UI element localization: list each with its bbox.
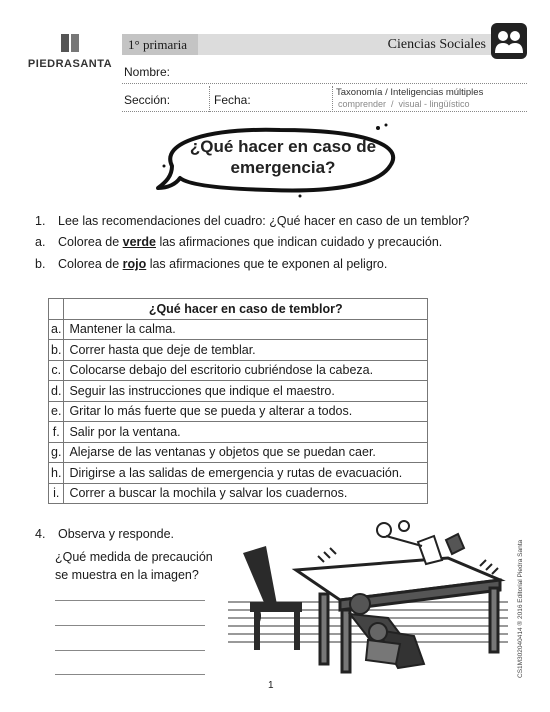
row-letter: g. — [49, 442, 64, 463]
grade-label: 1° primaria — [122, 34, 198, 55]
instruction-1 — [35, 214, 515, 230]
instruction-text — [58, 257, 387, 271]
name-label: Nombre: — [124, 65, 171, 79]
row-text[interactable]: Correr a buscar la mochila y salvar los cuadernos. — [64, 483, 428, 504]
instruction-b — [35, 257, 515, 273]
copyright-vertical — [517, 539, 531, 678]
row-text[interactable]: Alejarse de las ventanas y objetos que se puedan caer. — [64, 442, 428, 463]
name-line[interactable] — [122, 83, 527, 84]
logo-text: PIEDRASANTA — [27, 58, 113, 70]
answer-line[interactable] — [55, 625, 205, 626]
row-letter: a. — [49, 319, 64, 340]
row-letter: c. — [49, 360, 64, 381]
text-pre: Colorea de — [58, 257, 123, 271]
row-letter: h. — [49, 463, 64, 484]
instruction-text — [58, 235, 442, 249]
answer-line[interactable] — [55, 650, 205, 651]
table-header-row — [49, 299, 428, 320]
prompt-line-2: se muestra en la imagen? — [55, 568, 199, 582]
question-4 — [35, 527, 235, 543]
group-people-icon — [491, 23, 527, 59]
color-word: verde — [122, 235, 156, 249]
instruction-letter: b. — [35, 257, 46, 271]
taxonomy-values: comprender / visual - lingüístico — [338, 99, 470, 109]
question-4-prompt — [55, 548, 213, 584]
earthquake-illustration — [228, 518, 513, 678]
book-logo-icon — [59, 32, 81, 54]
subject-label: Ciencias Sociales — [387, 37, 486, 52]
row-text[interactable]: Dirigirse a las salidas de emergencia y rutas de evacuación. — [64, 463, 428, 484]
row-text[interactable]: Correr hasta que deje de temblar. — [64, 340, 428, 361]
instruction-a — [35, 235, 515, 251]
section-line — [122, 111, 527, 112]
row-text[interactable]: Gritar lo más fuerte que se pueda y alterar a todos. — [64, 401, 428, 422]
answer-line[interactable] — [55, 674, 205, 675]
row-letter: f. — [49, 422, 64, 443]
taxonomy-label: Taxonomía / Inteligencias múltiples — [336, 87, 484, 98]
text-pre: Colorea de — [58, 235, 123, 249]
row-letter: e. — [49, 401, 64, 422]
copyright-text: CS1M302040414 ® 2016 Editorial Piedra Santa — [517, 539, 524, 678]
table-row[interactable] — [49, 401, 428, 422]
color-word: rojo — [122, 257, 147, 271]
question-number: 4. — [35, 527, 46, 541]
table-row[interactable] — [49, 422, 428, 443]
text-post: las afirmaciones que indican cuidado y precaución. — [155, 235, 443, 249]
table-row[interactable] — [49, 360, 428, 381]
instruction-text: Lee las recomendaciones del cuadro: ¿Qué hacer en caso de un temblor? — [58, 214, 470, 228]
page-number: 1 — [268, 680, 274, 691]
question-title: Observa y responde. — [58, 527, 175, 541]
header-bar — [122, 34, 496, 55]
text-post: las afirmaciones que te exponen al peligro. — [146, 257, 388, 271]
row-letter: d. — [49, 381, 64, 402]
instruction-number: 1. — [35, 214, 46, 228]
table-row[interactable] — [49, 442, 428, 463]
table-row[interactable] — [49, 319, 428, 340]
answer-line[interactable] — [55, 600, 205, 601]
earthquake-table — [48, 298, 428, 504]
date-label: Fecha: — [214, 93, 251, 107]
prompt-line-1: ¿Qué medida de precaución — [55, 550, 213, 564]
instruction-letter: a. — [35, 235, 46, 249]
row-text[interactable]: Seguir las instrucciones que indique el maestro. — [64, 381, 428, 402]
divider — [332, 86, 333, 112]
table-header: ¿Qué hacer en caso de temblor? — [64, 299, 428, 320]
section-label: Sección: — [124, 93, 171, 107]
worksheet-title — [168, 136, 398, 178]
title-line-2: emergencia? — [230, 158, 336, 177]
row-text[interactable]: Salir por la ventana. — [64, 422, 428, 443]
table-row[interactable] — [49, 483, 428, 504]
table-row[interactable] — [49, 381, 428, 402]
header-index-cell — [49, 299, 64, 320]
table-row[interactable] — [49, 340, 428, 361]
row-text[interactable]: Mantener la calma. — [64, 319, 428, 340]
row-text[interactable]: Colocarse debajo del escritorio cubriéndose la cabeza. — [64, 360, 428, 381]
row-letter: i. — [49, 483, 64, 504]
title-line-1: ¿Qué hacer en caso de — [189, 137, 377, 156]
row-letter: b. — [49, 340, 64, 361]
table-row[interactable] — [49, 463, 428, 484]
divider — [209, 86, 210, 112]
publisher-logo — [22, 32, 118, 70]
